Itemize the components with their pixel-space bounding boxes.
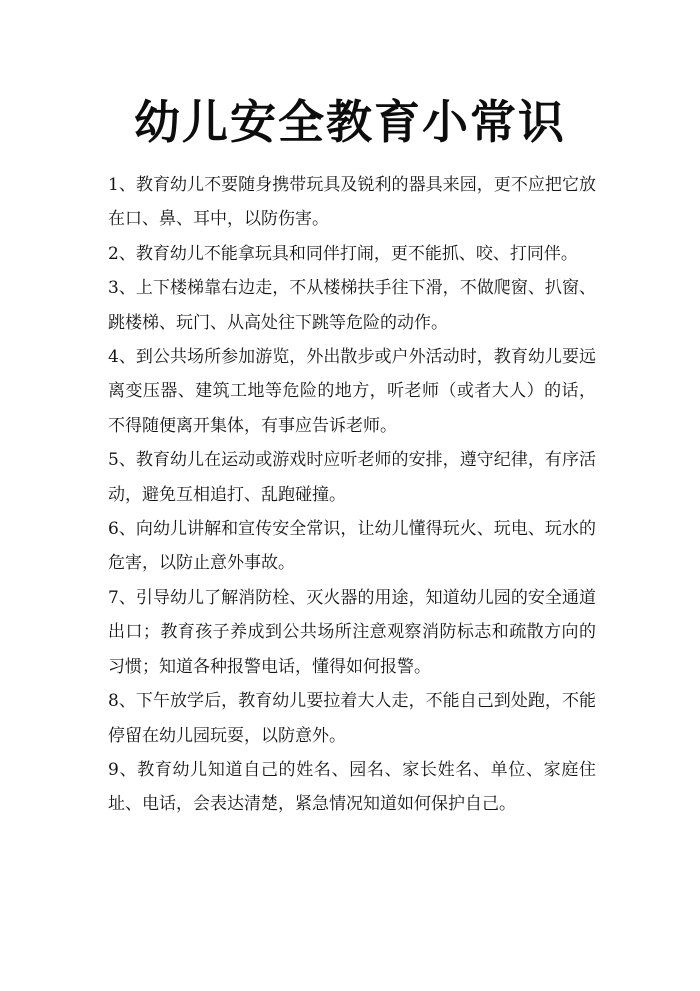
page-title: 幼儿安全教育小常识: [134, 95, 566, 149]
list-item: 1、教育幼儿不要随身携带玩具及锐利的器具来园，更不应把它放在口、鼻、耳中，以防伤害。: [108, 175, 596, 230]
list-item: 4、到公共场所参加游览，外出散步或户外活动时，教育幼儿要远离变压器、建筑工地等危险的地方，听老师（或者大人）的话，不得随便离开集体，有事应告诉老师。: [108, 347, 596, 436]
list-item: 6、向幼儿讲解和宣传安全常识，让幼儿懂得玩火、玩电、玩水的危害，以防止意外事故。: [108, 519, 596, 574]
list-item: 7、引导幼儿了解消防栓、灭火器的用途，知道幼儿园的安全通道出口；教育孩子养成到公共场所注意观察消防标志和疏散方向的习惯；知道各种报警电话，懂得如何报警。: [108, 587, 596, 677]
list-item: 5、教育幼儿在运动或游戏时应听老师的安排，遵守纪律，有序活动，避免互相追打、乱跑碰撞。: [108, 450, 596, 505]
list-item: 8、下午放学后，教育幼儿要拉着大人走，不能自己到处跑，不能停留在幼儿园玩耍，以防意外。: [108, 691, 596, 746]
list-item: 9、教育幼儿知道自己的姓名、园名、家长姓名、单位、家庭住址、电话，会表达清楚，紧急情况知道如何保护自己。: [108, 759, 596, 815]
list-item: 3、上下楼梯靠右边走，不从楼梯扶手往下滑，不做爬窗、扒窗、跳楼梯、玩门、从高处往下跳等危险的动作。: [108, 278, 596, 333]
list-item: 2、教育幼儿不能拿玩具和同伴打闹，更不能抓、咬、打同伴。: [108, 243, 578, 264]
safety-tips-list: [108, 168, 596, 822]
